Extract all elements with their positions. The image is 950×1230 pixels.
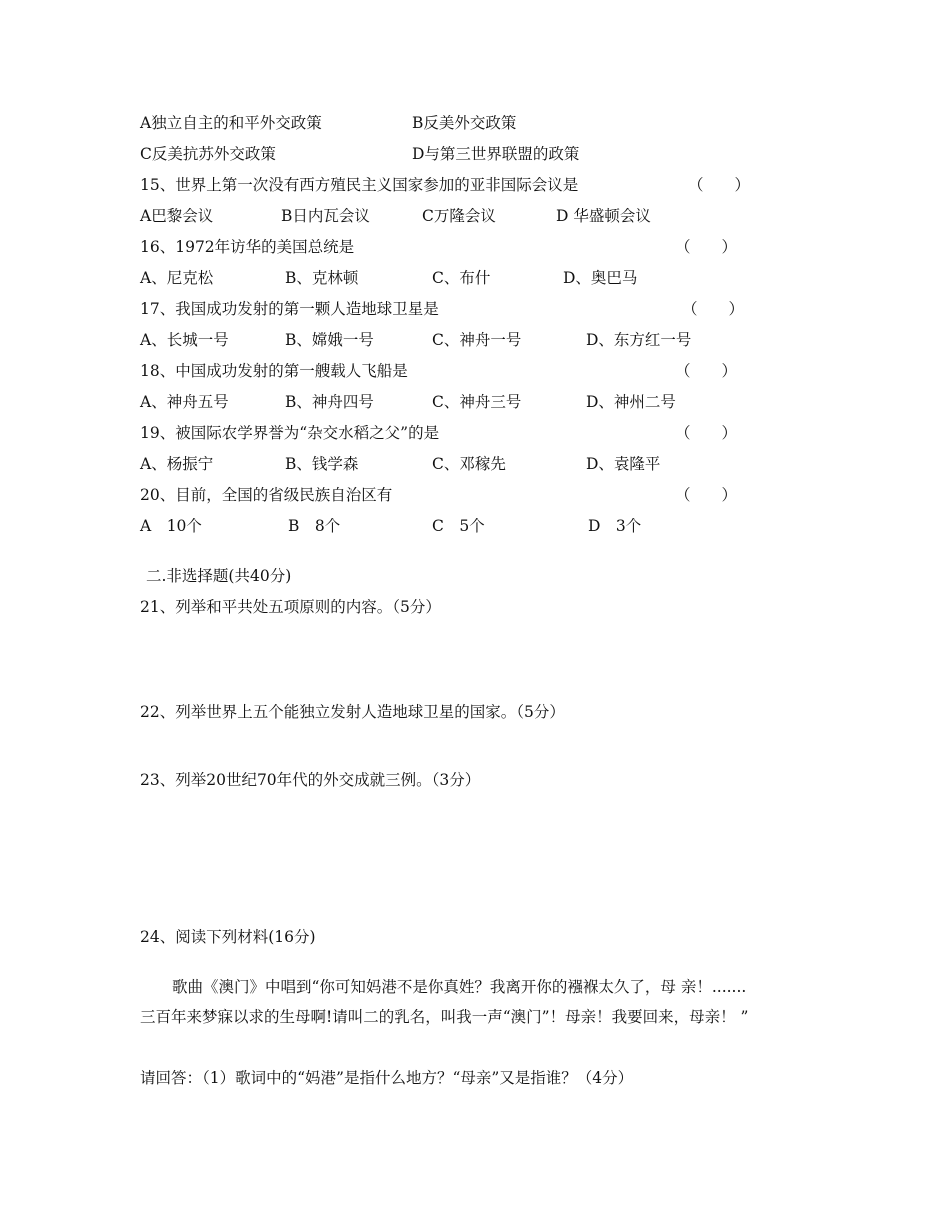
q16-option-c: C、布什 [432, 269, 491, 287]
q15-option-c: C万隆会议 [422, 207, 496, 225]
section-2-heading: 二.非选择题(共40分) [146, 567, 292, 585]
q20-stem: 20、目前，全国的省级民族自治区有 [140, 486, 393, 504]
q16-option-b: B、克林顿 [285, 269, 359, 287]
q22-text: 22、列举世界上五个能独立发射人造地球卫星的国家。（5分） [140, 703, 565, 721]
q14-option-b: B反美外交政策 [412, 114, 517, 132]
q17-options-row [140, 330, 840, 350]
q19-option-d: D、袁隆平 [586, 455, 661, 473]
q17-option-c: C、神舟一号 [432, 331, 522, 349]
q19-option-b: B、钱学森 [285, 455, 359, 473]
q20-stem-row [140, 485, 840, 505]
q15-stem: 15、世界上第一次没有西方殖民主义国家参加的亚非国际会议是 [140, 176, 579, 194]
q15-option-d: D 华盛顿会议 [556, 207, 651, 225]
q17-option-d: D、东方红一号 [586, 331, 692, 349]
q18-option-c: C、神舟三号 [432, 393, 522, 411]
q16-options-row [140, 268, 840, 288]
q24-material-line-1: 歌曲《澳门》中唱到“你可知妈港不是你真姓？我离开你的襁褓太久了，母 亲！....... [172, 978, 747, 996]
q21-text: 21、列举和平共处五项原则的内容。（5分） [140, 598, 441, 616]
q14-option-c: C反美抗苏外交政策 [140, 145, 276, 163]
q18-option-b: B、神舟四号 [285, 393, 374, 411]
q16-stem: 16、1972年访华的美国总统是 [140, 238, 355, 256]
q14-options-row-1 [140, 113, 840, 133]
q19-answer-blank: （ ） [675, 424, 738, 442]
q16-answer-blank: （ ） [675, 238, 738, 256]
q18-options-row [140, 392, 840, 412]
q19-stem: 19、被国际农学界誉为“杂交水稻之父”的是 [140, 424, 440, 442]
q18-answer-blank: （ ） [675, 362, 738, 380]
q18-stem-row [140, 361, 840, 381]
q24-text: 24、阅读下列材料(16分) [140, 928, 316, 946]
q15-option-b: B日内瓦会议 [281, 207, 370, 225]
q16-option-a: A、尼克松 [140, 269, 214, 287]
q20-option-d: D 3个 [588, 517, 642, 535]
q15-option-a: A巴黎会议 [140, 207, 214, 225]
q20-option-b: B 8个 [288, 517, 341, 535]
q18-stem: 18、中国成功发射的第一艘载人飞船是 [140, 362, 408, 380]
q20-option-c: C 5个 [432, 517, 485, 535]
q24-material-line-2: 三百年来梦寐以求的生母啊!请叫二的乳名，叫我一声“澳门”！母亲！我要回来，母亲！ ” [140, 1008, 749, 1026]
q16-stem-row [140, 237, 840, 257]
q20-options-row [140, 516, 840, 536]
q20-answer-blank: （ ） [675, 486, 738, 504]
q19-option-c: C、邓稼先 [432, 455, 506, 473]
q19-option-a: A、杨振宁 [140, 455, 214, 473]
q19-options-row [140, 454, 840, 474]
q14-options-row-2 [140, 144, 840, 164]
q20-option-a: A 10个 [140, 517, 202, 535]
q17-option-b: B、嫦娥一号 [285, 331, 374, 349]
q14-option-a: A独立自主的和平外交政策 [140, 114, 322, 132]
q17-answer-blank: （ ） [682, 300, 745, 318]
q24-question-1: 请回答：（1）歌词中的“妈港”是指什么地方？“母亲”又是指谁？（4分） [140, 1069, 634, 1087]
q17-option-a: A、长城一号 [140, 331, 229, 349]
q17-stem-row [140, 299, 840, 319]
q19-stem-row [140, 423, 840, 443]
q15-stem-row [140, 175, 840, 195]
q23-text: 23、列举20世纪70年代的外交成就三例。（3分） [140, 771, 481, 789]
q18-option-d: D、神州二号 [586, 393, 676, 411]
q18-option-a: A、神舟五号 [140, 393, 229, 411]
q17-stem: 17、我国成功发射的第一颗人造地球卫星是 [140, 300, 439, 318]
q15-answer-blank: （ ） [688, 176, 751, 194]
q14-option-d: D与第三世界联盟的政策 [412, 145, 580, 163]
q16-option-d: D、奥巴马 [563, 269, 638, 287]
q15-options-row [140, 206, 840, 226]
